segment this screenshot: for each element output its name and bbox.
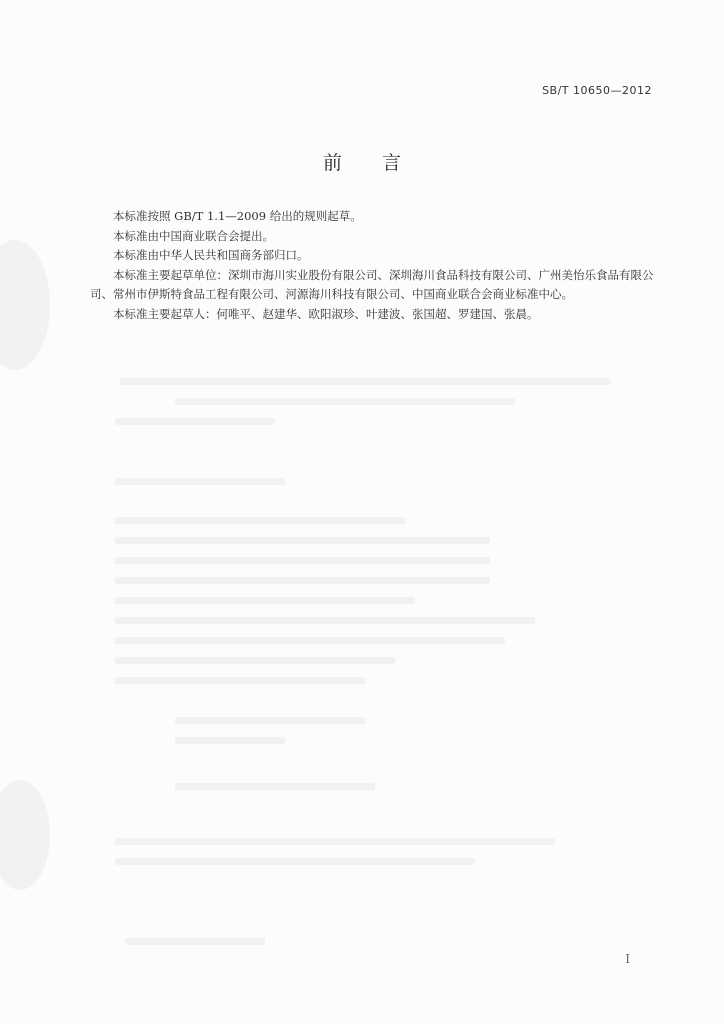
bleed-through-line [115, 577, 490, 584]
standard-code: SB/T 10650—2012 [542, 84, 652, 97]
paragraph-administrator: 本标准由中华人民共和国商务部归口。 [113, 248, 309, 263]
bleed-through-line [115, 617, 535, 624]
bleed-through-line [115, 557, 490, 564]
bleed-through-line [175, 717, 365, 724]
paragraph-drafting-units: 本标准主要起草单位：深圳市海川实业股份有限公司、深圳海川食品科技有限公司、广州美怡乐食品有限公司、常州市伊斯特食品工程有限公司、河源海川科技有限公司、中国商业联合会商业标准中心。 [90, 267, 654, 302]
title-char-1: 前 [322, 152, 342, 174]
paragraph-proposer: 本标准由中国商业联合会提出。 [113, 228, 274, 243]
page-title [0, 148, 724, 175]
bleed-through-line [115, 517, 405, 524]
bleed-through-line [115, 657, 395, 664]
page-number: I [625, 952, 630, 966]
bleed-through-line [175, 398, 515, 405]
bleed-through-line [120, 378, 610, 385]
scan-smudge [0, 240, 50, 370]
bleed-through-line [115, 597, 415, 604]
bleed-through-line [115, 418, 275, 425]
scan-smudge [0, 780, 50, 890]
bleed-through-line [175, 783, 375, 790]
bleed-through-line [175, 737, 285, 744]
paragraph-drafters: 本标准主要起草人：何唯平、赵建华、欧阳淑珍、叶建波、张国超、罗建国、张晨。 [113, 306, 539, 321]
bleed-through-line [115, 858, 475, 865]
foreword-body [90, 207, 660, 325]
bleed-through-line [115, 677, 365, 684]
title-char-2: 言 [382, 152, 402, 174]
bleed-through-line [115, 537, 490, 544]
bleed-through-line [115, 478, 285, 485]
bleed-through-line [115, 838, 555, 845]
paragraph-drafting-rules: 本标准按照 GB/T 1.1—2009 给出的规则起草。 [113, 209, 362, 223]
bleed-through-line [125, 938, 265, 945]
bleed-through-line [115, 637, 505, 644]
